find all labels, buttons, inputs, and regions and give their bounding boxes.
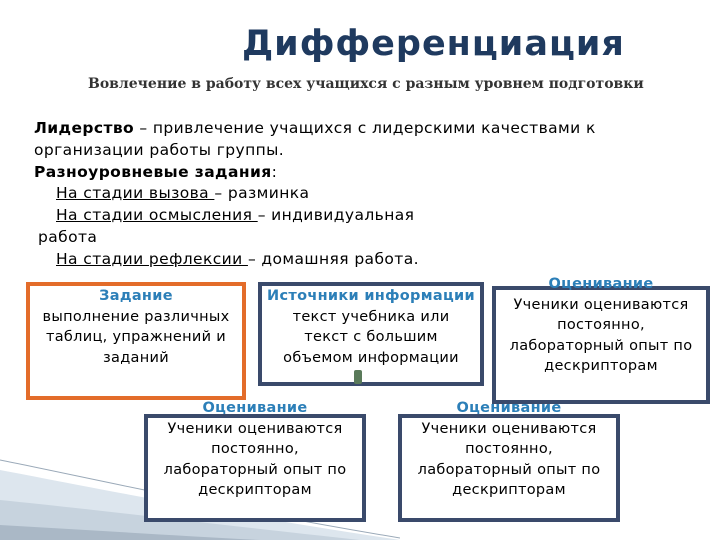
- sources-heading: Источники информации: [267, 288, 475, 304]
- leadership-line: [34, 118, 694, 140]
- stage-reflection-label: На стадии рефлексии: [56, 249, 248, 268]
- assessment-text: Ученики оцениваются постоянно, лабораторный опыт по дескрипторам: [417, 420, 601, 498]
- leadership-term: Лидерство: [34, 119, 135, 137]
- assessment-box-bottom-right: [398, 400, 620, 522]
- stage-reflection: [34, 249, 694, 271]
- stage-challenge: [34, 183, 694, 205]
- slide-title: Дифференциация: [242, 24, 625, 64]
- levels-term: Разноуровневые задания: [34, 162, 272, 181]
- slide-subtitle: Вовлечение в работу всех учащихся с разным уровнем подготовки: [88, 76, 644, 92]
- stage-comprehension: [34, 205, 694, 227]
- stage-comprehension-label: На стадии осмысления: [56, 206, 258, 225]
- task-box: [26, 282, 246, 400]
- assessment-box-bottom-left: [144, 400, 366, 522]
- levels-line: [34, 162, 694, 184]
- assessment-box-top-right: [492, 276, 710, 404]
- assessment-text: Ученики оцениваются постоянно, лабораторный опыт по дескрипторам: [163, 420, 347, 498]
- leadership-definition: – привлечение учащихся с лидерскими качествами к: [134, 119, 596, 137]
- assessment-text: Ученики оцениваются постоянно, лабораторный опыт по дескрипторам: [509, 296, 693, 374]
- stage-comprehension-continuation: работа: [38, 227, 98, 246]
- assessment-heading: Оценивание: [548, 276, 654, 292]
- leadership-continuation: организации работы группы.: [34, 140, 285, 159]
- stage-reflection-text: – домашняя работа.: [247, 249, 419, 268]
- slide-body: [34, 118, 694, 271]
- assessment-heading: Оценивание: [456, 400, 562, 416]
- task-heading: Задание: [99, 288, 173, 304]
- text-cursor-icon: [354, 370, 362, 384]
- sources-text: текст учебника или текст с большим объемом информации: [283, 308, 459, 366]
- levels-colon: :: [271, 162, 278, 181]
- sources-box: [258, 282, 484, 386]
- stage-challenge-label: На стадии вызова: [56, 184, 215, 203]
- task-text: выполнение различных таблиц, упражнений и заданий: [42, 308, 230, 366]
- assessment-heading: Оценивание: [202, 400, 308, 416]
- stage-comprehension-text: – индивидуальная: [257, 206, 415, 225]
- stage-challenge-text: – разминка: [214, 184, 310, 203]
